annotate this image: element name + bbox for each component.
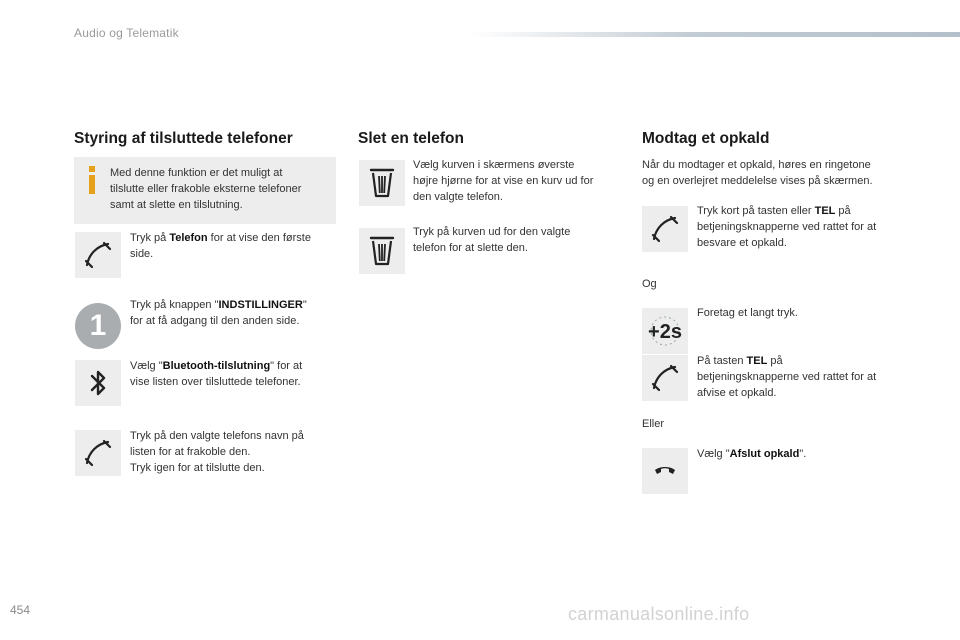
- col3-step4-text: Vælg "Afslut opkald".: [697, 448, 807, 460]
- phone-handset-icon: [650, 214, 680, 244]
- info-text: Med denne funktion er det muligt at tilslutte eller frakoble eksterne telefoner samt at slette en tilslutning.: [110, 167, 302, 211]
- reject-icon-box: [642, 355, 688, 401]
- trash-icon-box-2: [359, 228, 405, 274]
- eller-label: Eller: [642, 418, 665, 430]
- trash-icon: [368, 167, 396, 199]
- col3-step3-text: På tasten TEL på betjeningsknapperne ved rattet for at afvise et opkald.: [697, 355, 877, 399]
- col2-step2-text: Tryk på kurven ud for den valgte telefon for at slette den.: [413, 226, 571, 254]
- col1-step4-text: Tryk på den valgte telefons navn på listen for at frakoble den. Tryk igen for at tilslutte den.: [130, 430, 304, 474]
- col1-step3-text: Vælg "Bluetooth-tilslutning" for at vise listen over tilsluttede telefoner.: [130, 360, 303, 388]
- info-icon: [86, 165, 98, 195]
- long-press-2s-label: +2s: [648, 321, 682, 343]
- bluetooth-icon: [86, 367, 110, 399]
- step-1-badge: 1: [75, 303, 121, 349]
- telefon-button-icon-box: [75, 232, 121, 278]
- col3-step1-text: Tryk kort på tasten eller TEL på betjeningsknapperne ved rattet for at besvare et opkald.: [697, 205, 877, 249]
- info-box: [74, 157, 336, 224]
- hang-up-icon: [650, 456, 680, 486]
- col3-title: Modtag et opkald: [642, 130, 770, 147]
- step-badge-box: [75, 303, 121, 349]
- phone-handset-icon: [83, 240, 113, 270]
- phone-handset-icon: [650, 363, 680, 393]
- watermark: carmanualsonline.info: [568, 604, 750, 624]
- og-label: Og: [642, 278, 657, 290]
- phone-handset-icon: [83, 438, 113, 468]
- col3-step2-text: Foretag et langt tryk.: [697, 307, 798, 319]
- col2-step1-text: Vælg kurven i skærmens øverste højre hjørne for at vise en kurv ud for den valgte telefon.: [413, 159, 594, 203]
- col1-title: Styring af tilsluttede telefoner: [74, 130, 293, 147]
- phone-name-icon-box: [75, 430, 121, 476]
- trash-icon-box-1: [359, 160, 405, 206]
- col1-step2-text: Tryk på knappen "INDSTILLINGER" for at få adgang til den anden side.: [130, 299, 307, 327]
- header-bar: [470, 32, 960, 37]
- page-number: 454: [10, 603, 31, 617]
- col3-intro-text: Når du modtager et opkald, høres en ringetone og en overlejret meddelelse vises på skærmen.: [642, 159, 873, 187]
- long-press-2s-icon: [643, 309, 687, 353]
- col1-step1-text: Tryk på Telefon for at vise den første side.: [130, 232, 311, 260]
- section-header: Audio og Telematik: [74, 26, 179, 40]
- answer-icon-box: [642, 206, 688, 252]
- long-press-icon-box: [642, 308, 688, 354]
- col2-title: Slet en telefon: [358, 130, 464, 147]
- bluetooth-icon-box: [75, 360, 121, 406]
- hangup-icon-box: [642, 448, 688, 494]
- trash-icon: [368, 235, 396, 267]
